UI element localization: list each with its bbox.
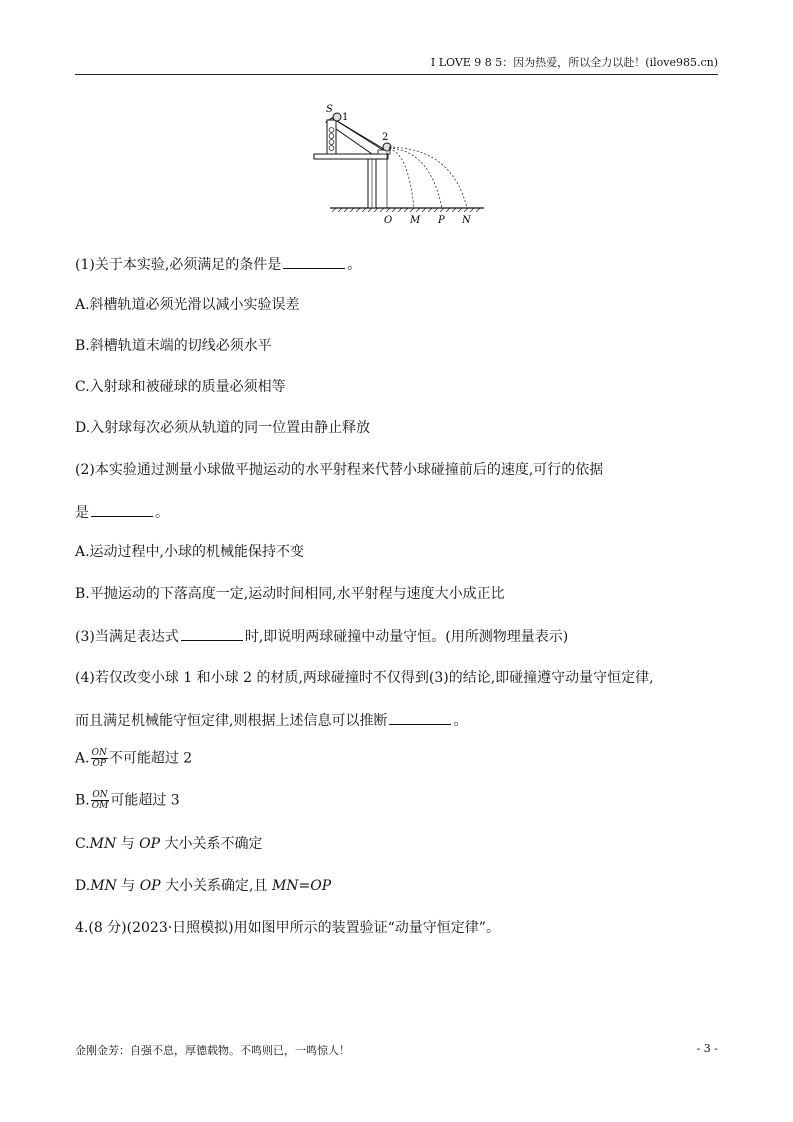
answer-blank[interactable] [283,254,345,269]
label-n: N [462,215,471,226]
q1-stem: (1)关于本实验,必须满足的条件是 。 [75,254,361,275]
q4-option-b: B. $\frac{ON}{OM}$ 可能超过 3 [75,790,180,811]
label-o: O [384,215,393,226]
q3-stem: (3)当满足表达式 时,即说明两球碰撞中动量守恒。(用所测物理量表示) [75,626,568,647]
q2-option-b: B.平抛运动的下落高度一定,运动时间相同,水平射程与速度大小成正比 [75,586,505,602]
label-p: P [438,215,445,226]
answer-blank[interactable] [91,502,153,517]
q1-option-d: D.入射球每次必须从轨道的同一位置由静止释放 [75,420,371,436]
q4-option-a: A. $\frac{ON}{OP}$ 不可能超过 2 [75,748,193,769]
label-ball2: 2 [382,132,389,143]
q1-option-c: C.入射球和被碰球的质量必须相等 [75,379,286,395]
table-top [314,154,388,159]
q4-option-d: D.MN 与 OP 大小关系确定,且 MN=OP [75,878,332,894]
ramp-support [327,120,336,154]
fraction: $\frac{ON}{OP}$ [91,748,107,769]
experiment-apparatus-figure [312,100,492,228]
label-ball1: 1 [342,112,349,123]
q2-stem-line2: 是 。 [75,502,169,523]
q1-option-a: A.斜槽轨道必须光滑以减小实验误差 [75,297,300,313]
answer-blank[interactable] [389,710,451,725]
q5-stem: 4.(8 分)(2023·日照模拟)用如图甲所示的装置验证“动量守恒定律”。 [75,920,500,936]
trajectory-n [389,147,467,208]
label-m: M [410,215,421,226]
q1-option-b: B.斜槽轨道末端的切线必须水平 [75,338,272,354]
q4-stem-line1: (4)若仅改变小球 1 和小球 2 的材质,两球碰撞时不仅得到(3)的结论,即碰撞遵守动量守恒定律, [75,670,654,686]
header-text: I LOVE 9 8 5：因为热爱，所以全力以赴！(ilove985.cn) [430,56,718,69]
trajectory-m [389,149,414,208]
label-s: S [326,104,333,115]
q4-stem-line2: 而且满足机械能守恒定律,则根据上述信息可以推断 。 [75,710,467,731]
trajectory-p [389,148,442,208]
ground-hatch [332,208,480,212]
q4-option-c: C.MN 与 OP 大小关系不确定 [75,836,263,852]
footer-motto: 金刚金芳：自强不息，厚德载物。不鸣则已，一鸣惊人！ [75,1044,350,1057]
ball-1 [333,113,341,121]
answer-blank[interactable] [181,626,243,641]
fraction: $\frac{ON}{OM}$ [91,790,109,811]
q2-stem-line1: (2)本实验通过测量小球做平抛运动的水平射程来代替小球碰撞前后的速度,可行的依据 [75,462,604,478]
q2-option-a: A.运动过程中,小球的机械能保持不变 [75,544,305,560]
page-header [75,56,718,75]
page-number: - 3 - [696,1042,718,1055]
